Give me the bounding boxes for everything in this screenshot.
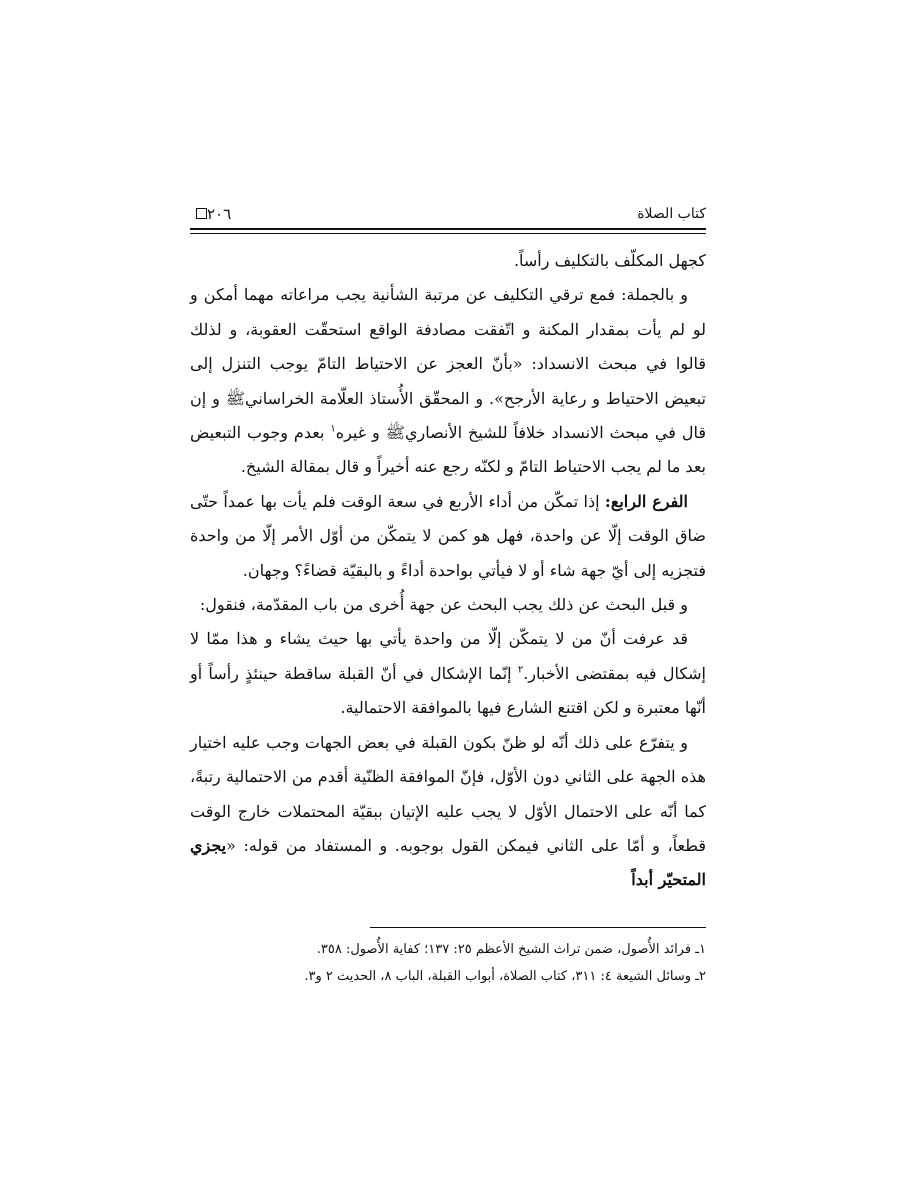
main-text [190,244,706,898]
footnote-2: ٢ـ وسائل الشيعة ٤: ٣١١، كتاب الصلاة، أبواب القبلة، الباب ٨، الحديث ٢ و٣. [304,969,706,984]
footnote-ref-1: ١ [330,423,336,435]
header-rule-thin [190,233,706,234]
paragraph-1-text-d: بعدم وجوب التبعيض بعد ما لم يجب الاحتياط التامّ و لكنّه رجع عنه أخيراً و قال بمقالة الشيخ. [190,423,706,477]
paragraph-1-text-c: و غيره [335,423,386,443]
paragraph-5 [190,726,706,898]
honorific-1: ﷺ [225,388,246,408]
square-box-icon [196,208,207,219]
paragraph-4-text-a: قد عرفت أنّ من لا يتمكّن إلّا من واحدة يأتي بها حيث يشاء و هذا ممّا لا إشكال فيه بمقتضى الأخبار. [190,629,706,683]
footnote-ref-2: ٢ [517,664,524,676]
quoted-hadith-bold: يجزي المتحيّر أبداً [190,835,706,890]
section-heading-fourth-branch: الفرع الرابع: [604,491,689,511]
paragraph-1-text-b: و إن قال في مبحث الانسداد خلافاً للشيخ الأنصاري [190,388,706,443]
running-title: كتاب الصلاة [637,206,706,222]
footnotes [190,936,706,990]
paragraph-0: كجهل المكلّف بالتكليف رأساً. [513,251,706,270]
paragraph-1 [190,278,706,484]
paragraph-5-text: و يتفرّع على ذلك أنّه لو ظنّ بكون القبلة في بعض الجهات وجب عليه اختيار هذه الجهة على الثاني دون الأوّل، فإنّ الموافقة الظنّية أقدم من الاحتمالية رتبةً، كما أنّه على الاحتمال الأوّل لا يجب عليه الإتيان ببقيّة المحتملات خارج الوقت قطعاً، و أمّا على الثاني فيمكن القول بوجوبه. و المستفاد من قوله: « [190,732,706,855]
footnote-rule [370,927,706,928]
paragraph-3: و قبل البحث عن ذلك يجب البحث عن جهة أُخرى من باب المقدّمة، فنقول: [199,595,688,615]
footnote-1: ١ـ فرائد الأُصول، ضمن تراث الشيخ الأعظم ٢٥: ١٣٧؛ كفاية الأُصول: ٣٥٨. [316,942,706,957]
honorific-2: ﷺ [385,423,406,443]
page-header [190,204,706,226]
paragraph-2-text: إذا تمكّن من أداء الأربع في سعة الوقت فلم يأت بها عمداً حتّى ضاق الوقت إلّا عن واحدة، فهل هو كمن لا يتمكّن من أوّل الأمر إلّا من واحدة فتجزيه إلى أيّ جهة شاء أو لا فيأتي بواحدة أداءً و بالبقيّة قضاءً؟ وجهان. [190,491,706,580]
header-rule-thick [190,228,706,230]
paragraph-2 [190,485,706,588]
page-number-group [190,204,231,224]
paragraph-4 [190,622,706,725]
page-number: ٢٠٦ [207,205,232,223]
paragraph-4-text-b: إنّما الإشكال في أنّ القبلة ساقطة حينئذٍ رأساً أو أنّها معتبرة و لكن اقتنع الشارع فيها بالموافقة الاحتمالية. [190,663,706,718]
paragraph-1-text-a: و بالجملة: فمع ترقي التكليف عن مرتبة الشأنية يجب مراعاته مهما أمكن و لو لم يأت بمقدار المكنة و اتّفقت مصادفة الواقع استحقّت العقوبة، و لذلك قالوا في مبحث الانسداد: «بأنّ العجز عن الاحتياط التامّ يوجب التنزل إلى تبعيض الاحتياط و رعاية الأرجح». و المحقّق الأُستاذ العلّامة الخراساني [190,285,707,408]
